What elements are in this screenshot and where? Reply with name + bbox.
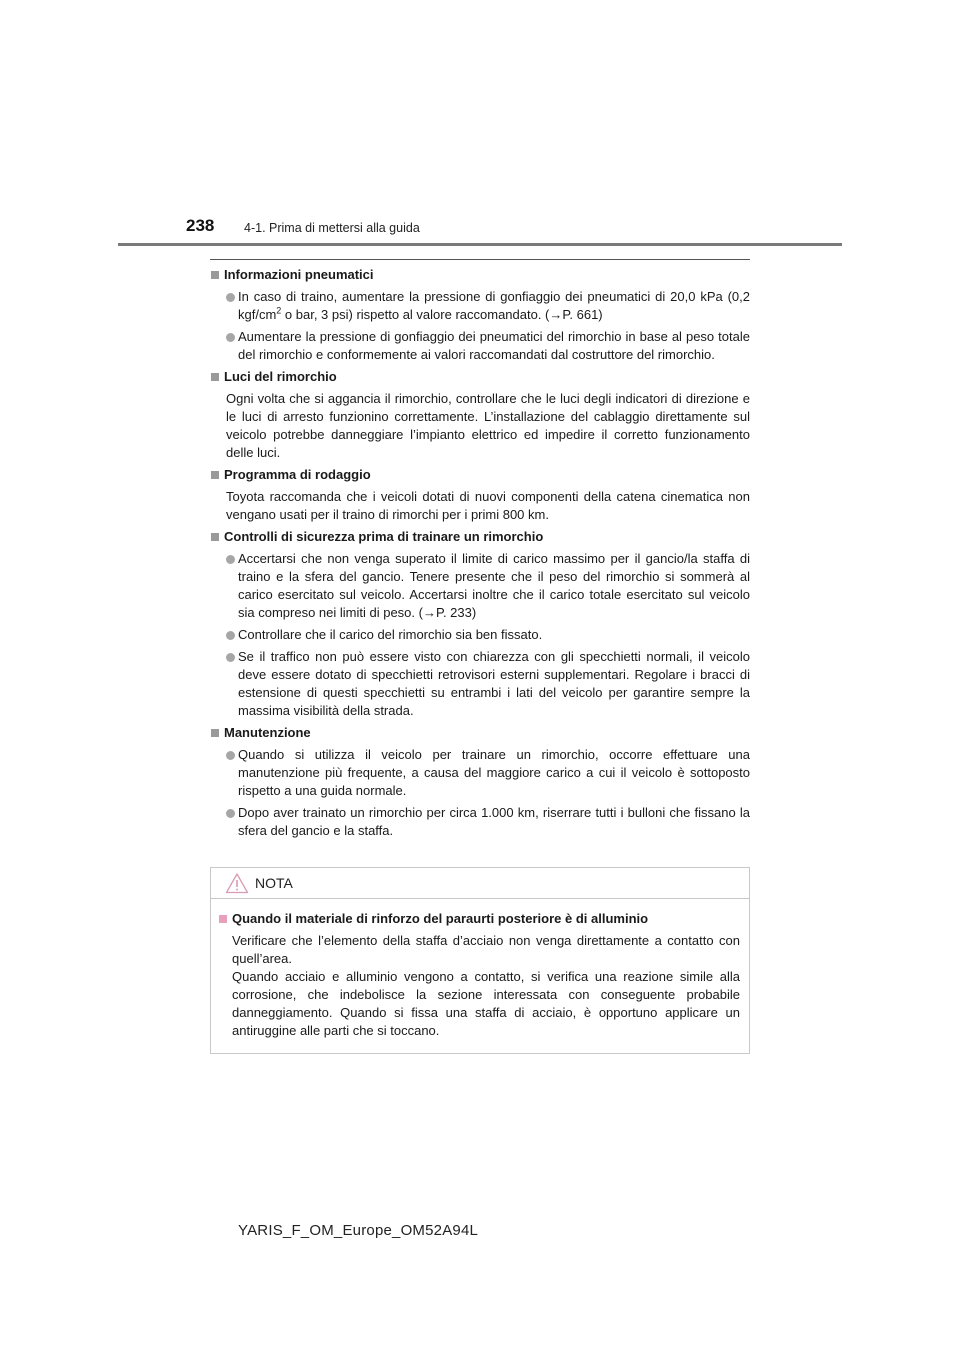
bullet-text: o bar, 3 psi) rispetto al valore raccomandato. (→P. 661): [281, 307, 603, 322]
section-text: Toyota raccomanda che i veicoli dotati di nuovi componenti della catena cinematica non vengano usati per il traino di rimorchi per i primi 800 km.: [226, 489, 750, 522]
note-paragraph: Verificare che l’elemento della staffa d’acciaio non venga direttamente a contatto con quell’area.: [232, 933, 740, 966]
page-number: 238: [186, 216, 215, 235]
note-body: [218, 910, 740, 1040]
section-title: Informazioni pneumatici: [210, 266, 750, 284]
warning-triangle-icon: [225, 872, 249, 894]
content-rule: [210, 259, 750, 260]
section-title: Programma di rodaggio: [210, 466, 750, 484]
superscript: 2: [276, 305, 282, 316]
section-break-in: [210, 466, 750, 524]
bullet-item: [210, 288, 750, 324]
footer-doc-code: YARIS_F_OM_Europe_OM52A94L: [238, 1222, 479, 1239]
content-body: [210, 266, 750, 844]
header-rule: [118, 243, 842, 246]
section-title: Controlli di sicurezza prima di trainare un rimorchio: [210, 528, 750, 546]
note-title: Quando il materiale di rinforzo del paraurti posteriore è di alluminio: [218, 910, 740, 928]
note-paragraph: Quando acciaio e alluminio vengono a contatto, si verifica una reazione simile alla corrosione, che indebolisce la sezione interessata con conseguente probabile danneggiamento. Quando si fissa una staffa di acciaio, è opportuno applicare un antiruggine alle parti che si toccano.: [232, 969, 740, 1038]
note-box: [210, 867, 750, 1054]
bullet-text: In caso di traino, aumentare la pressione di gonfiaggio dei pneumatici di 20,0 kPa (0,2 kgf/cm: [238, 289, 750, 322]
section-trailer-lights: [210, 368, 750, 462]
section-safety-checks: [210, 528, 750, 720]
section-title: Luci del rimorchio: [210, 368, 750, 386]
bullet-item: Controllare che il carico del rimorchio sia ben fissato.: [210, 626, 750, 644]
section-maintenance: [210, 724, 750, 840]
bullet-item: Se il traffico non può essere visto con chiarezza con gli specchietti normali, il veicolo deve essere dotato di specchietti retrovisori esterni supplementari. Regolare i bracci di estensione di questi specchietti su entrambi i lati del veicolo per garantire sempre la massima visibilità della strada.: [210, 648, 750, 720]
chapter-title: 4-1. Prima di mettersi alla guida: [244, 221, 420, 235]
note-header: [211, 868, 749, 899]
section-title: Manutenzione: [210, 724, 750, 742]
section-text: Ogni volta che si aggancia il rimorchio, controllare che le luci degli indicatori di direzione e le luci di arresto funzionino correttamente. L’installazione del cablaggio direttamente sul veicolo potrebbe danneggiare l’impianto elettrico ed impedire il corretto funzionamento delle luci.: [226, 391, 750, 460]
note-label: NOTA: [255, 875, 293, 891]
bullet-item: Accertarsi che non venga superato il limite di carico massimo per il gancio/la staffa di traino e la sfera del gancio. Tenere presente che il peso del rimorchio si sommerà al carico esercitato sul veicolo. Accertarsi inoltre che il carico totale esercitato sul veicolo sia compreso nei limiti di peso. (→P. 233): [210, 550, 750, 622]
bullet-item: Aumentare la pressione di gonfiaggio dei pneumatici del rimorchio in base al peso totale del rimorchio e conformemente ai valori raccomandati dal costruttore del rimorchio.: [210, 328, 750, 364]
bullet-item: Dopo aver trainato un rimorchio per circa 1.000 km, riserrare tutti i bulloni che fissano la sfera del gancio e la staffa.: [210, 804, 750, 840]
section-tyre-info: [210, 266, 750, 364]
bullet-item: Quando si utilizza il veicolo per trainare un rimorchio, occorre effettuare una manutenzione più frequente, a causa del maggiore carico a cui il veicolo è sottoposto rispetto a una guida normale.: [210, 746, 750, 800]
